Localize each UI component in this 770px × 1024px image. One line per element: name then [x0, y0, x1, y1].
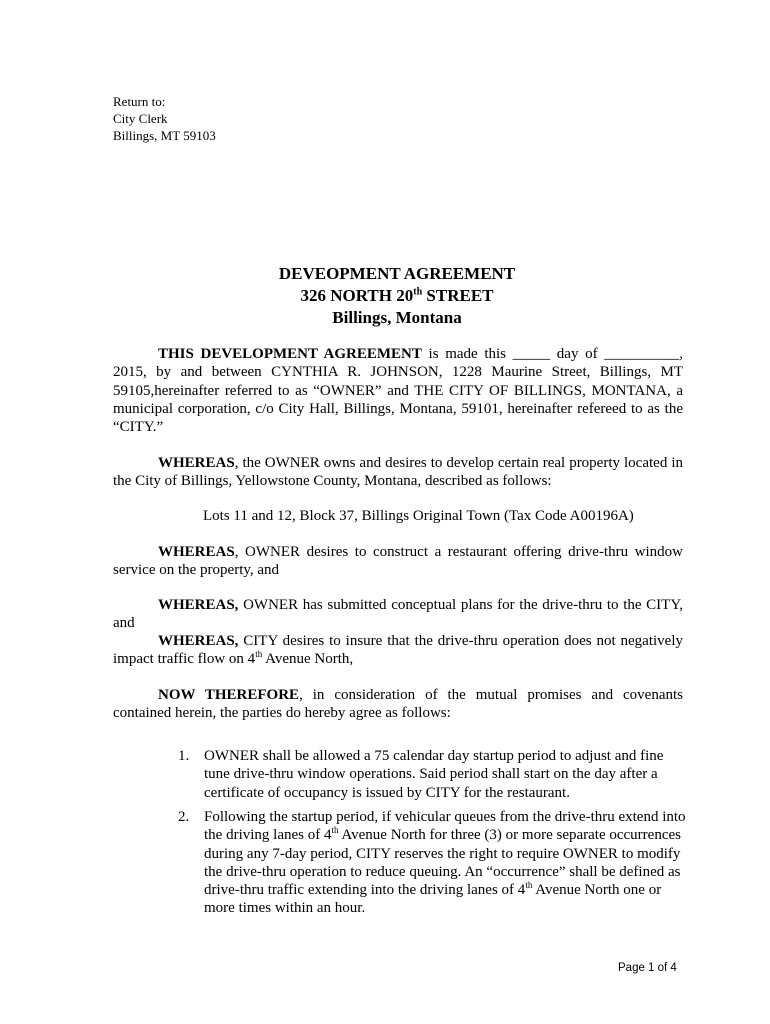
paragraph-whereas-property: WHEREAS, the OWNER owns and desires to develop certain real property located in the City of Billings, Yellowstone County, Montana, described as follows: [113, 455, 683, 490]
return-line-1: Return to: [113, 94, 166, 109]
return-line-3: Billings, MT 59103 [113, 128, 216, 143]
page-number: Page 1 of 4 [618, 962, 677, 974]
list-item-number: 2. [178, 809, 190, 825]
title-line-3: Billings, Montana [332, 308, 462, 327]
paragraph-whereas-restaurant: WHEREAS, OWNER desires to construct a restaurant offering drive-thru window service on the property, and [113, 544, 683, 579]
paragraph-preamble: THIS DEVELOPMENT AGREEMENT is made this _____ day of __________, 2015, by and between CYNTHIA R. JOHNSON, 1228 Maurine Street, Billings, MT 59105,hereinafter referred to as “OWNER” and THE CITY OF BILLINGS, MONTANA, a municipal corporation, c/o City Hall, Billings, Montana, 59101, hereinafter refereed to as the “CITY.” [113, 346, 683, 436]
document-title [0, 263, 770, 329]
list-item-number: 1. [178, 748, 190, 764]
legal-description: Lots 11 and 12, Block 37, Billings Original Town (Tax Code A00196A) [203, 508, 634, 524]
paragraph-whereas-traffic: WHEREAS, CITY desires to insure that the drive-thru operation does not negatively impact traffic flow on 4th Avenue North, [113, 633, 683, 668]
return-address [113, 93, 216, 144]
list-item-text: OWNER shall be allowed a 75 calendar day startup period to adjust and fine tune drive-thru window operations. Said period shall start on the day after a certificate of occupancy is issued by CITY for the restaurant. [204, 748, 664, 801]
return-line-2: City Clerk [113, 111, 168, 126]
list-item [178, 808, 688, 918]
title-line-2: 326 NORTH 20th STREET [300, 286, 494, 305]
paragraph-whereas-plans: WHEREAS, OWNER has submitted conceptual plans for the drive-thru to the CITY, and [113, 597, 683, 632]
paragraph-now-therefore: NOW THEREFORE, in consideration of the mutual promises and covenants contained herein, the parties do hereby agree as follows: [113, 687, 683, 722]
title-line-1: DEVEOPMENT AGREEMENT [278, 264, 516, 283]
list-item-text: Following the startup period, if vehicular queues from the drive-thru extend into the driving lanes of 4th Avenue North for three (3) or more separate occurrences during any 7-day period, CITY reserves the right to require OWNER to modify the drive-thru operation to reduce queuing. An “occurrence” shall be defined as drive-thru traffic extending into the driving lanes of 4th Avenue North one or more times within an hour. [204, 809, 686, 917]
list-item [178, 747, 688, 802]
